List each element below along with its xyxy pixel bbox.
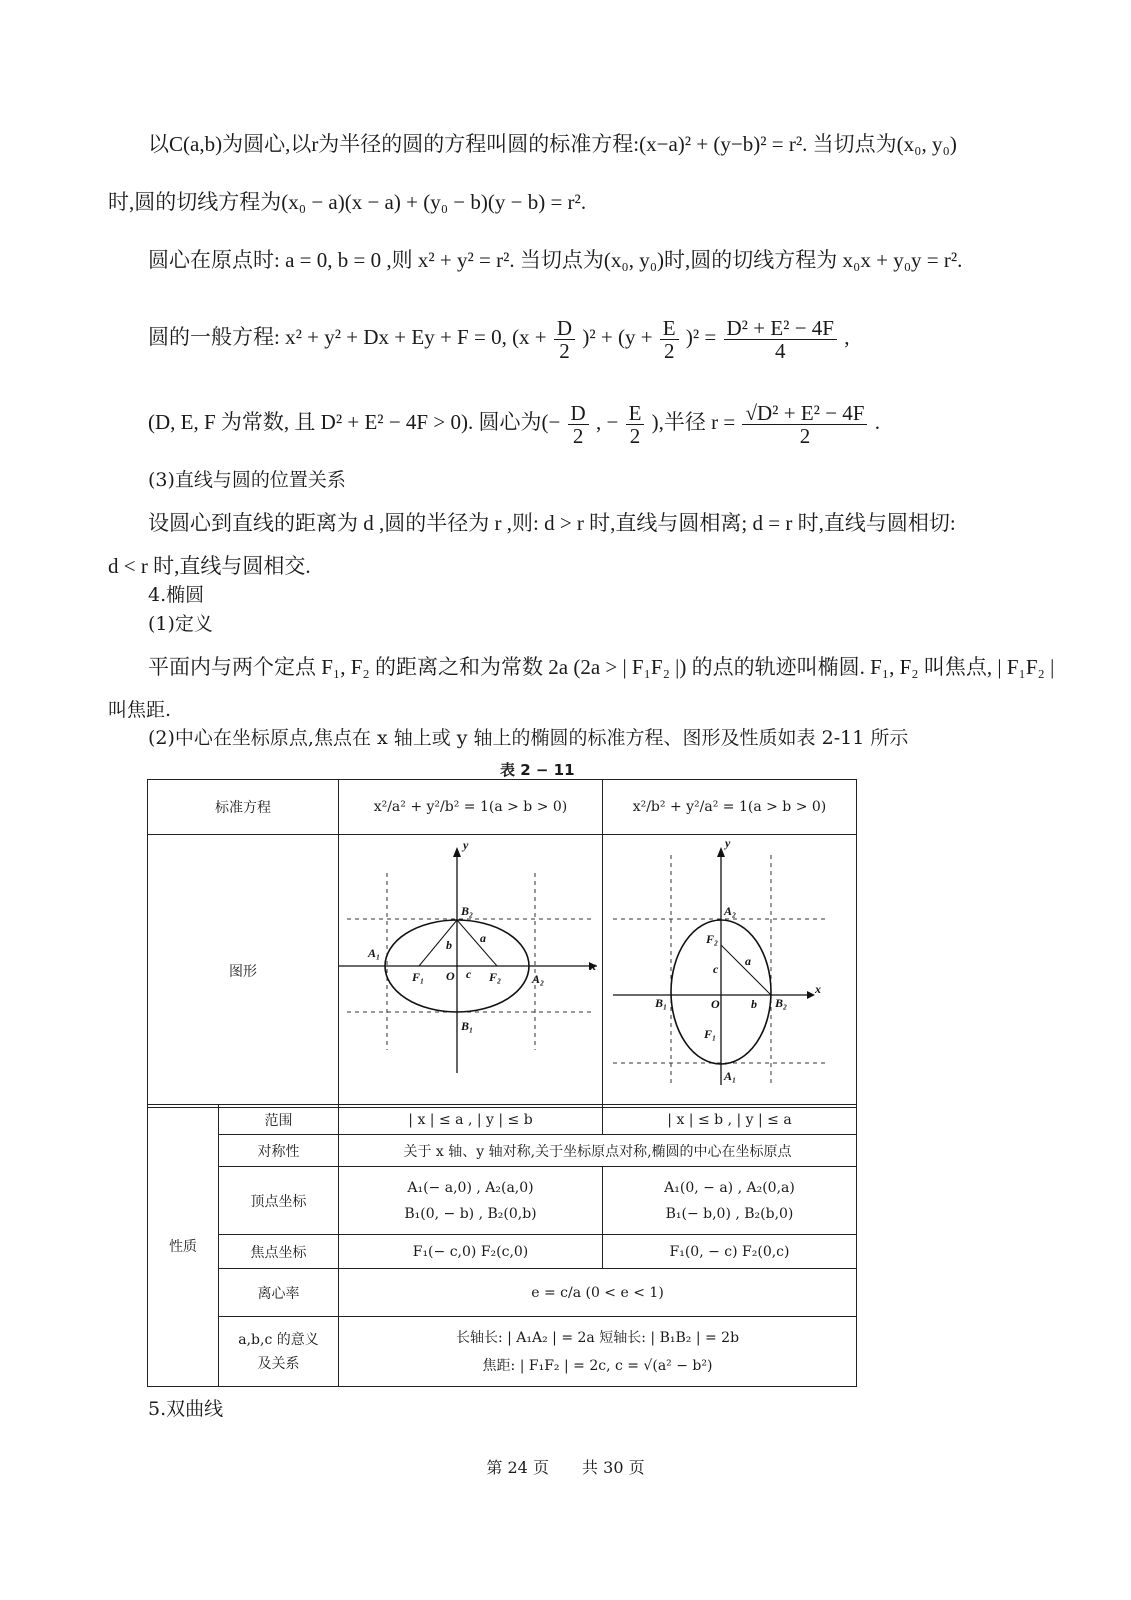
ellipse-properties-table: [147, 1104, 857, 1387]
label-B2: B₂: [775, 996, 788, 1010]
general-eq-prefix: 圆的一般方程: x² + y² + Dx + Ey + F = 0, (x +: [148, 325, 547, 349]
vertex-1a: A₁(− a,0) , A₂(a,0): [407, 1179, 534, 1196]
label-x: x: [815, 982, 821, 996]
focus-vertical: F₁(0, − c) F₂(0,c): [603, 1235, 857, 1269]
page-number: 第 24 页: [486, 1458, 549, 1477]
center-comma: , −: [595, 410, 619, 434]
eccentricity-label: 离心率: [219, 1269, 339, 1317]
subsection-definition: (1)定义: [148, 613, 213, 635]
label-a: a: [745, 954, 751, 968]
label-F2: F₂: [706, 932, 719, 946]
radius-label: ),半径 r =: [651, 410, 736, 434]
fraction-center-e: $\frac{E}{2}$: [626, 402, 645, 447]
label-O: O: [446, 969, 455, 983]
circle-origin-equation: 圆心在原点时: a = 0, b = 0 ,则 x² + y² = r². 当切点为(x₀, y₀)时,圆的切线方程为 x₀x + y₀y = r².: [148, 248, 963, 272]
label-x: x: [590, 959, 596, 973]
meaning-label-1: a,b,c 的意义: [238, 1331, 319, 1348]
segment-a: [457, 920, 497, 966]
label-b: b: [446, 938, 452, 952]
vertex-1b: B₁(0, − b) , B₂(0,b): [404, 1205, 537, 1222]
general-eq-equals: )² =: [685, 325, 717, 349]
page-total: 共 30 页: [582, 1458, 645, 1477]
vertex-vertical: [603, 1167, 857, 1235]
fraction-radius: $\frac{\text{√D² + E² − 4F}}{2}$: [742, 402, 867, 447]
horizontal-ellipse-diagram: [339, 835, 602, 1103]
label-B2: B₂: [461, 904, 474, 918]
label-a: a: [480, 931, 486, 945]
ellipse-table-top: [147, 779, 857, 1108]
fraction-rhs: $\frac{\text{D² + E² − 4F}}{4}$: [724, 317, 837, 362]
general-eq-mid: )² + (y +: [582, 325, 653, 349]
symmetry-label: 对称性: [219, 1135, 339, 1167]
focal-distance-text: 叫焦距.: [108, 699, 172, 721]
meaning-label: [219, 1317, 339, 1387]
label-O: O: [711, 997, 720, 1011]
general-eq-suffix: ,: [844, 325, 850, 349]
circle-center-radius: [148, 395, 880, 449]
eccentricity-value: e = c/a (0 < e < 1): [339, 1269, 857, 1317]
range-horizontal: | x | ≤ a , | y | ≤ b: [339, 1105, 603, 1135]
label-c: c: [466, 967, 472, 981]
section-hyperbola-heading: 5.双曲线: [148, 1398, 224, 1420]
line-circle-intersect: d < r 时,直线与圆相交.: [108, 554, 311, 578]
vertical-ellipse-diagram: [603, 835, 856, 1103]
section-ellipse-heading: 4.椭圆: [148, 584, 205, 606]
vertex-2a: A₁(0, − a) , A₂(0,a): [664, 1179, 795, 1196]
vertex-horizontal: [339, 1167, 603, 1235]
label-F2: F₂: [489, 970, 502, 984]
vertex-label: 顶点坐标: [219, 1167, 339, 1235]
meaning-label-2: 及关系: [257, 1355, 300, 1372]
fraction-center-d: $\frac{D}{2}$: [568, 402, 589, 447]
figure-label: 图形: [148, 835, 339, 1108]
label-F1: F₁: [412, 970, 425, 984]
range-vertical: | x | ≤ b , | y | ≤ a: [603, 1105, 857, 1135]
focus-label: 焦点坐标: [219, 1235, 339, 1269]
circle-standard-equation: 以C(a,b)为圆心,以r为半径的圆的方程叫圆的标准方程:(x−a)² + (y−b)² = r². 当切点为(x₀, y₀): [148, 132, 957, 156]
label-A2: A₂: [532, 972, 545, 986]
y-axis-arrow-icon: [717, 847, 725, 857]
label-B1: B₁: [461, 1019, 474, 1033]
focus-horizontal: F₁(− c,0) F₂(c,0): [339, 1235, 603, 1269]
meaning-value: [339, 1317, 857, 1387]
label-A1: A₁: [368, 946, 381, 960]
figure-horizontal-ellipse: [339, 835, 603, 1108]
x-axis-arrow-icon: [807, 991, 815, 999]
equation-horizontal: x²/a² + y²/b² = 1(a > b > 0): [339, 780, 603, 835]
figure-vertical-ellipse: [603, 835, 857, 1108]
section-line-circle-relation: (3)直线与圆的位置关系: [148, 469, 346, 491]
label-F1: F₁: [704, 1027, 717, 1041]
equation-vertical: x²/b² + y²/a² = 1(a > b > 0): [603, 780, 857, 835]
label-b: b: [751, 997, 757, 1011]
circle-general-equation: [148, 310, 849, 364]
fraction-d-over-2: $\frac{D}{2}$: [554, 317, 575, 362]
header-standard-equation: 标准方程: [148, 780, 339, 835]
label-A1: A₁: [724, 1069, 737, 1083]
table-caption: 表 2 − 11: [500, 761, 575, 779]
vertex-2b: B₁(− b,0) , B₂(b,0): [665, 1205, 794, 1222]
label-y: y: [463, 838, 469, 852]
center-prefix: (D, E, F 为常数, 且 D² + E² − 4F > 0). 圆心为(−: [148, 410, 561, 434]
range-label: 范围: [219, 1105, 339, 1135]
symmetry-value: 关于 x 轴、y 轴对称,关于坐标原点对称,椭圆的中心在坐标原点: [339, 1135, 857, 1167]
label-y: y: [725, 836, 731, 850]
ellipse-table-intro: (2)中心在坐标原点,焦点在 x 轴上或 y 轴上的椭圆的标准方程、图形及性质如表 2-11 所示: [148, 727, 909, 749]
properties-label: 性质: [148, 1105, 219, 1387]
radius-suffix: .: [874, 410, 880, 434]
circle-tangent-equation: 时,圆的切线方程为(x₀ − a)(x − a) + (y₀ − b)(y − b) = r².: [108, 190, 587, 214]
label-c: c: [713, 962, 719, 976]
line-circle-conditions: 设圆心到直线的距离为 d ,圆的半径为 r ,则: d > r 时,直线与圆相离; d = r 时,直线与圆相切:: [148, 511, 956, 535]
label-B1: B₁: [655, 996, 668, 1010]
fraction-e-over-2: $\frac{E}{2}$: [660, 317, 679, 362]
ellipse-definition: 平面内与两个定点 F₁, F₂ 的距离之和为常数 2a (2a > | F₁F₂ |) 的点的轨迹叫椭圆. F₁, F₂ 叫焦点, | F₁F₂ |: [148, 655, 1055, 679]
y-axis-arrow-icon: [453, 847, 461, 857]
meaning-1: 长轴长: | A₁A₂ | = 2a 短轴长: | B₁B₂ | = 2b: [455, 1329, 740, 1346]
page-footer: [0, 1455, 1131, 1478]
meaning-2: 焦距: | F₁F₂ | = 2c, c = √(a² − b²): [482, 1357, 713, 1374]
label-A2: A₂: [724, 904, 737, 918]
